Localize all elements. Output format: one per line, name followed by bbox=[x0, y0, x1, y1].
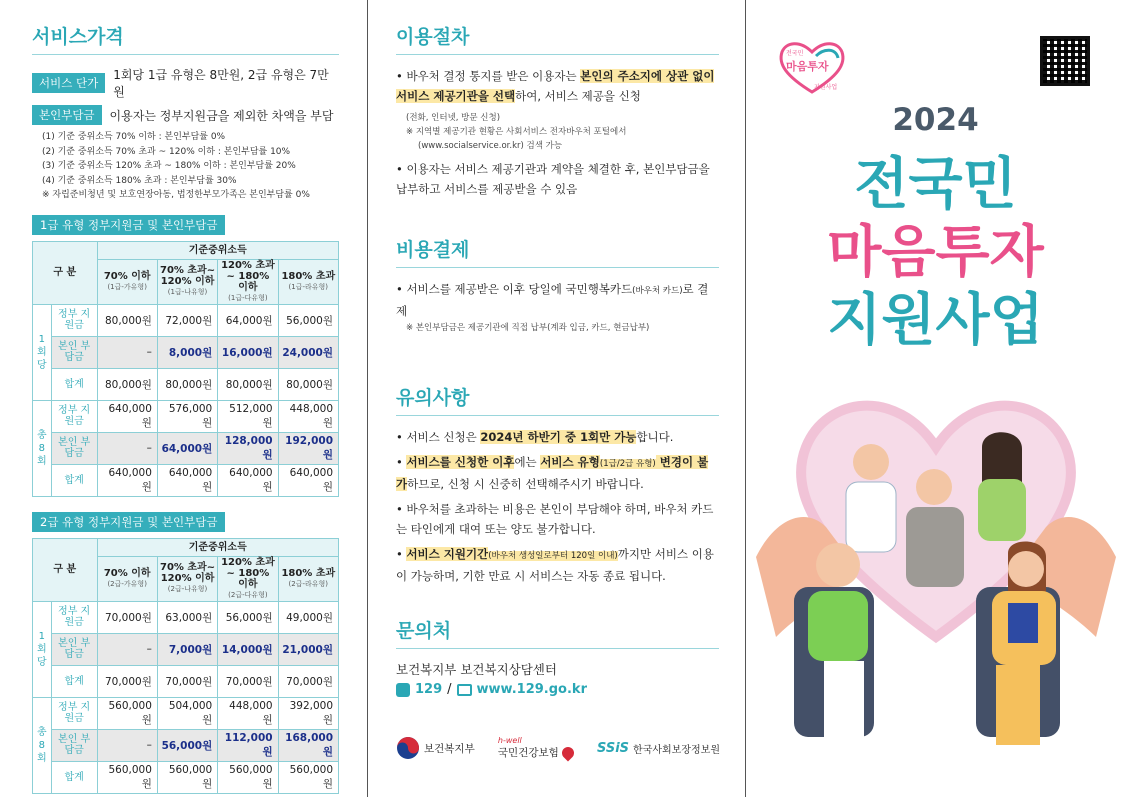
row-label: 정부 지원금 bbox=[51, 601, 97, 633]
ssis-logo bbox=[597, 741, 720, 756]
table-cell: 64,000원 bbox=[218, 304, 278, 336]
payment-text: 로 결제 bbox=[396, 282, 709, 318]
contact-phone: 129 bbox=[415, 682, 443, 697]
table-cell: 70,000원 bbox=[97, 665, 157, 697]
row-label: 합계 bbox=[51, 464, 97, 496]
table-cell: 70,000원 bbox=[157, 665, 217, 697]
table-row bbox=[33, 633, 339, 665]
copay-notes bbox=[42, 130, 339, 203]
caution-text: 까지만 서비스 이용이 가능하며, 기한 만료 시 서비스는 자동 종료 됩니다. bbox=[396, 547, 714, 583]
cover-illustration bbox=[746, 377, 1125, 797]
procedure-highlight: 본인의 주소지에 상관 없이 서비스 제공기관을 선택 bbox=[396, 69, 715, 103]
qr-code[interactable] bbox=[1040, 36, 1090, 86]
caution-small: (1급/2급 유형) bbox=[599, 459, 656, 469]
table2-block bbox=[32, 511, 339, 794]
group-label: 1 회 당 bbox=[33, 304, 52, 400]
table-cell: – bbox=[97, 336, 157, 368]
copay-note: (1) 기준 중위소득 70% 이하 : 본인부담률 0% bbox=[42, 132, 226, 142]
section-title-cautions: 유의사항 bbox=[396, 383, 719, 416]
group-label: 1 회 당 bbox=[33, 601, 52, 697]
table-cell: 56,000원 bbox=[157, 729, 217, 761]
unit-price-label: 서비스 단가 bbox=[32, 73, 105, 93]
table-cell: 640,000원 bbox=[97, 464, 157, 496]
monitor-icon bbox=[457, 684, 472, 696]
row-label: 본인 부담금 bbox=[51, 432, 97, 464]
row-label: 정부 지원금 bbox=[51, 400, 97, 432]
table1-title: 1급 유형 정부지원금 및 본인부담금 bbox=[32, 215, 225, 235]
table-cell: 80,000원 bbox=[157, 368, 217, 400]
table-cell: 112,000원 bbox=[218, 729, 278, 761]
section-title-service-price: 서비스가격 bbox=[32, 22, 339, 55]
unit-price-row bbox=[32, 66, 339, 100]
mohw-logo bbox=[396, 736, 475, 760]
table-cell: 128,000원 bbox=[218, 432, 278, 464]
table-cell: 640,000원 bbox=[278, 464, 338, 496]
table-cell: 16,000원 bbox=[218, 336, 278, 368]
column-sublabel: (1급-라유형) bbox=[288, 282, 329, 291]
table-cell: 80,000원 bbox=[218, 368, 278, 400]
income-header: 기준중위소득 bbox=[97, 538, 338, 556]
table1 bbox=[32, 241, 339, 497]
table-cell: 560,000원 bbox=[157, 761, 217, 793]
column-label: 180% 초과 bbox=[281, 270, 336, 282]
row-label: 본인 부담금 bbox=[51, 633, 97, 665]
table-row bbox=[33, 400, 339, 432]
contact-org: 보건복지부 보건복지상담센터 bbox=[396, 662, 557, 677]
caution-highlight: 서비스 유형 bbox=[540, 455, 600, 469]
table-cell: 448,000원 bbox=[278, 400, 338, 432]
column-label: 70% 이하 bbox=[103, 567, 151, 579]
table-row bbox=[33, 336, 339, 368]
payment-bullet bbox=[396, 279, 719, 321]
section-title-payment: 비용결제 bbox=[396, 235, 719, 268]
column-label: 70% 초과~ 120% 이하 bbox=[159, 562, 216, 584]
payment-note: ※ 본인부담금은 제공기관에 직접 납부(계좌 입금, 카드, 현금납부) bbox=[406, 323, 650, 333]
column-label: 120% 초과~ 180% 이하 bbox=[221, 259, 275, 293]
procedure-text: 하여, 서비스 제공을 신청 bbox=[515, 89, 641, 103]
caution-bullet-1 bbox=[396, 427, 719, 447]
table-row bbox=[33, 432, 339, 464]
table-cell: 70,000원 bbox=[278, 665, 338, 697]
group-label: 총 8 회 bbox=[33, 400, 52, 496]
cover-title-line2: 마음투자 bbox=[827, 220, 1044, 285]
table-row bbox=[33, 697, 339, 729]
row-label: 본인 부담금 bbox=[51, 729, 97, 761]
contact-url[interactable]: www.129.go.kr bbox=[476, 682, 587, 697]
table-cell: 504,000원 bbox=[157, 697, 217, 729]
caution-highlight: 서비스를 신청한 이후 bbox=[406, 455, 515, 469]
table-cell: 7,000원 bbox=[157, 633, 217, 665]
income-column-header bbox=[157, 259, 217, 304]
table-row bbox=[33, 464, 339, 496]
table-cell: 49,000원 bbox=[278, 601, 338, 633]
table-cell: 80,000원 bbox=[97, 304, 157, 336]
table-row bbox=[33, 601, 339, 633]
nhis-name: 국민건강보험 bbox=[497, 747, 559, 759]
panel-procedure bbox=[368, 0, 746, 797]
income-header: 기준중위소득 bbox=[97, 241, 338, 259]
table-cell: 63,000원 bbox=[157, 601, 217, 633]
table-cell: 560,000원 bbox=[278, 761, 338, 793]
cover-logo-top: 전국민 bbox=[786, 50, 804, 57]
table-row bbox=[33, 304, 339, 336]
copay-note: (2) 기준 중위소득 70% 초과 ~ 120% 이하 : 본인부담률 10% bbox=[42, 146, 291, 157]
table1-block bbox=[32, 214, 339, 497]
table-cell: 640,000원 bbox=[97, 400, 157, 432]
table-cell: 64,000원 bbox=[157, 432, 217, 464]
caution-bullet-2: • 서비스를 신청한 이후에는 서비스 유형(1급/2급 유형) 변경이 불가하므로, 신청 시 신중히 선택해주시기 바랍니다. bbox=[396, 455, 709, 491]
table-cell: 80,000원 bbox=[97, 368, 157, 400]
income-column-header bbox=[97, 259, 157, 304]
ssis-name: 한국사회보장정보원 bbox=[633, 744, 720, 756]
table-row bbox=[33, 665, 339, 697]
caution-highlight: 변경이 불가 bbox=[396, 455, 709, 491]
table-cell: – bbox=[97, 633, 157, 665]
column-label: 180% 초과 bbox=[281, 567, 336, 579]
payment-small: (바우처 카드) bbox=[632, 286, 683, 296]
col-group-header: 구 분 bbox=[33, 241, 98, 304]
table-cell: 560,000원 bbox=[218, 761, 278, 793]
contact-line bbox=[396, 682, 719, 697]
person-woman-icon bbox=[978, 432, 1026, 541]
column-label: 70% 이하 bbox=[103, 270, 151, 282]
table-cell: 576,000원 bbox=[157, 400, 217, 432]
table-cell: 56,000원 bbox=[278, 304, 338, 336]
row-label: 정부 지원금 bbox=[51, 304, 97, 336]
procedure-note: (www.socialservice.or.kr) 검색 가능 bbox=[418, 141, 563, 151]
procedure-note: ※ 지역별 제공기관 현황은 사회서비스 전자바우처 포털에서 bbox=[406, 127, 627, 137]
taegeuk-icon bbox=[396, 736, 420, 760]
column-sublabel: (1급-가유형) bbox=[107, 282, 147, 291]
income-column-header bbox=[278, 259, 338, 304]
table-cell: 192,000원 bbox=[278, 432, 338, 464]
unit-price-text: 1회당 1급 유형은 8만원, 2급 유형은 7만원 bbox=[113, 68, 329, 99]
column-label: 120% 초과~ 180% 이하 bbox=[221, 556, 275, 590]
table-cell: 56,000원 bbox=[218, 601, 278, 633]
table-cell: 14,000원 bbox=[218, 633, 278, 665]
column-sublabel: (2급-가유형) bbox=[107, 579, 147, 588]
table-cell: 70,000원 bbox=[97, 601, 157, 633]
cover-logo-sub: 지원사업 bbox=[814, 84, 838, 91]
copay-note: ※ 자립준비청년 및 보호연장아동, 법정한부모가족은 본인부담률 0% bbox=[42, 190, 310, 200]
caution-bullet-3: • 바우처를 초과하는 비용은 본인이 부담해야 하며, 바우처 카드는 타인에게 대여 또는 양도 불가합니다. bbox=[396, 502, 714, 536]
section-title-contact: 문의처 bbox=[396, 616, 719, 649]
caution-text: 합니다. bbox=[636, 430, 674, 444]
nhis-mark: h-well bbox=[497, 736, 522, 745]
logos-row bbox=[396, 736, 720, 760]
copay-row bbox=[32, 105, 339, 125]
procedure-text: • 바우처 결정 통지를 받은 이용자는 bbox=[396, 69, 581, 83]
row-label: 본인 부담금 bbox=[51, 336, 97, 368]
income-column-header bbox=[218, 556, 278, 601]
cover-year: 2024 bbox=[892, 102, 979, 138]
row-label: 합계 bbox=[51, 368, 97, 400]
procedure-note: (전화, 인터넷, 방문 신청) bbox=[406, 113, 501, 123]
table-row bbox=[33, 729, 339, 761]
procedure-bullet-1 bbox=[396, 66, 719, 106]
contact-sep: / bbox=[447, 682, 452, 697]
table-cell: 448,000원 bbox=[218, 697, 278, 729]
table-cell: 8,000원 bbox=[157, 336, 217, 368]
cover-logo-main: 마음투자 bbox=[786, 60, 829, 73]
income-column-header bbox=[97, 556, 157, 601]
table-cell: 24,000원 bbox=[278, 336, 338, 368]
ssis-mark: SSiS bbox=[596, 740, 630, 756]
person-old-man-icon bbox=[846, 444, 896, 552]
table-cell: 80,000원 bbox=[278, 368, 338, 400]
table2-title: 2급 유형 정부지원금 및 본인부담금 bbox=[32, 512, 225, 532]
table-cell: 392,000원 bbox=[278, 697, 338, 729]
group-label: 총 8 회 bbox=[33, 697, 52, 793]
caution-highlight: 서비스 지원기간 bbox=[406, 547, 489, 561]
column-label: 70% 초과~ 120% 이하 bbox=[159, 265, 216, 287]
copay-note: (3) 기준 중위소득 120% 초과 ~ 180% 이하 : 본인부담률 20% bbox=[42, 161, 296, 171]
col-group-header: 구 분 bbox=[33, 538, 98, 601]
income-column-header bbox=[218, 259, 278, 304]
row-label: 합계 bbox=[51, 665, 97, 697]
cover-title-line3: 지원사업 bbox=[827, 288, 1044, 353]
column-sublabel: (2급-라유형) bbox=[288, 579, 329, 588]
payment-text: • 서비스를 제공받은 이후 당일에 국민행복카드 bbox=[396, 282, 633, 296]
column-sublabel: (1급-나유형) bbox=[167, 288, 208, 296]
cover-title-line1: 전국민 bbox=[854, 152, 1017, 217]
phone-icon bbox=[396, 683, 410, 697]
table-cell: 640,000원 bbox=[157, 464, 217, 496]
row-label: 정부 지원금 bbox=[51, 697, 97, 729]
nhis-heart-icon bbox=[559, 744, 576, 761]
caution-text: 에는 bbox=[514, 455, 541, 469]
panel-cover bbox=[746, 0, 1125, 797]
column-sublabel: (2급-나유형) bbox=[167, 585, 208, 593]
caution-text: • 서비스 신청은 bbox=[396, 430, 481, 444]
copay-note: (4) 기준 중위소득 180% 초과 : 본인부담률 30% bbox=[42, 175, 237, 186]
table-cell: – bbox=[97, 432, 157, 464]
procedure-bullet-2: • 이용자는 서비스 제공기관과 계약을 체결한 후, 본인부담금을 납부하고 서비스를 제공받을 수 있음 bbox=[396, 162, 710, 196]
copay-label: 본인부담금 bbox=[32, 105, 102, 125]
table-row bbox=[33, 368, 339, 400]
row-label: 합계 bbox=[51, 761, 97, 793]
table-cell: 560,000원 bbox=[97, 761, 157, 793]
table-cell: 72,000원 bbox=[157, 304, 217, 336]
income-column-header bbox=[278, 556, 338, 601]
nhis-logo bbox=[498, 736, 574, 760]
caution-bullet-4: • 서비스 지원기간(바우처 생성일로부터 120일 이내)까지만 서비스 이용이 가능하며, 기한 만료 시 서비스는 자동 종료 됩니다. bbox=[396, 547, 714, 583]
table2 bbox=[32, 538, 339, 794]
column-sublabel: (2급-다유형) bbox=[228, 590, 268, 599]
panel-service-price bbox=[0, 0, 368, 797]
section-title-procedure: 이용절차 bbox=[396, 22, 719, 55]
caution-highlight: 2024년 하반기 중 1회만 가능 bbox=[480, 430, 637, 444]
cover-logo bbox=[776, 38, 848, 96]
caution-small: (바우처 생성일로부터 120일 이내) bbox=[488, 551, 618, 561]
table-cell: 168,000원 bbox=[278, 729, 338, 761]
table-cell: 70,000원 bbox=[218, 665, 278, 697]
table-cell: 560,000원 bbox=[97, 697, 157, 729]
table-cell: 640,000원 bbox=[218, 464, 278, 496]
copay-text: 이용자는 정부지원금을 제외한 차액을 부담 bbox=[109, 108, 334, 123]
column-sublabel: (1급-다유형) bbox=[228, 293, 268, 302]
table-cell: 512,000원 bbox=[218, 400, 278, 432]
table-row bbox=[33, 761, 339, 793]
mohw-name: 보건복지부 bbox=[424, 742, 475, 755]
table-cell: – bbox=[97, 729, 157, 761]
caution-text: 하므로, 신청 시 신중히 선택해주시기 바랍니다. bbox=[407, 477, 644, 491]
income-column-header bbox=[157, 556, 217, 601]
table-cell: 21,000원 bbox=[278, 633, 338, 665]
